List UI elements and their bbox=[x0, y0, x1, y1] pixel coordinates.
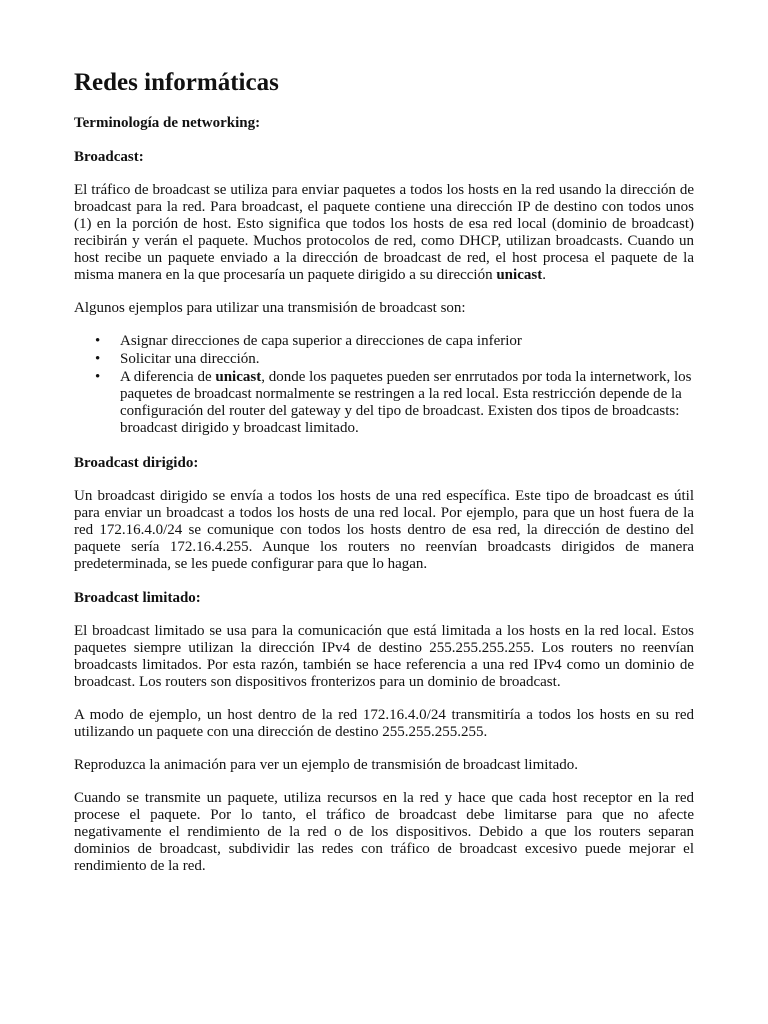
list-item bbox=[74, 351, 694, 368]
directed-broadcast-paragraph: Un broadcast dirigido se envía a todos los hosts de una red específica. Este tipo de broadcast es útil para enviar un broadcast a todos los hosts de una red local. Por ejemplo, para que un host fuera de la red 172.16.4.0/24 se comunique con todos los hosts dentro de esa red, la dirección de destino del paquete sería 172.16.4.255. Aunque los routers no reenvían broadcasts dirigidos de manera predeterminada, se les puede configurar para que lo hagan. bbox=[74, 488, 694, 572]
limited-broadcast-heading: Broadcast limitado: bbox=[74, 590, 201, 606]
list-item bbox=[74, 333, 694, 350]
limited-broadcast-paragraph-1: El broadcast limitado se usa para la comunicación que está limitada a los hosts en la red local. Estos paquetes siempre utilizan la dirección IPv4 de destino 255.255.255.255. Los routers no reenvían broadcasts limitados. Por esta razón, también se hace referencia a una red IPv4 como un dominio de broadcast. Los routers son dispositivos fronterizos para un dominio de broadcast. bbox=[74, 623, 694, 690]
bullet-icon: • bbox=[95, 351, 101, 367]
list-item-text-bold: unicast bbox=[215, 369, 262, 385]
directed-broadcast-heading: Broadcast dirigido: bbox=[74, 455, 199, 471]
limited-broadcast-paragraph-4: Cuando se transmite un paquete, utiliza recursos en la red y hace que cada host receptor en la red procese el paquete. Por lo tanto, el tráfico de broadcast debe limitarse para que no afecte negativamente el rendimiento de la red o de los dispositivos. Debido a que los routers separan dominios de broadcast, subdividir las redes con tráfico de broadcast excesivo puede mejorar el rendimiento de la red. bbox=[74, 790, 694, 874]
page-title: Redes informáticas bbox=[74, 69, 279, 96]
broadcast-paragraph-bold: unicast bbox=[496, 267, 543, 283]
terminology-heading: Terminología de networking: bbox=[74, 115, 261, 131]
examples-intro: Algunos ejemplos para utilizar una transmisión de broadcast son: bbox=[74, 300, 466, 316]
broadcast-paragraph-text: El tráfico de broadcast se utiliza para enviar paquetes a todos los hosts en la red usando la dirección de broadcast para la red. Para broadcast, el paquete contiene una dirección IP de destino con todos unos (1) en la porción de host. Esto significa que todos los hosts de esa red local (dominio de broadcast) recibirán y verán el paquete. Muchos protocolos de red, como DHCP, utilizan broadcasts. Cuando un host recibe un paquete enviado a la dirección de broadcast de red, el host procesa el paquete de la misma manera en la que procesaría un paquete dirigido a su dirección bbox=[74, 182, 694, 283]
list-item-text: Asignar direcciones de capa superior a direcciones de capa inferior bbox=[120, 333, 522, 349]
broadcast-paragraph bbox=[74, 182, 694, 284]
broadcast-paragraph-end: . bbox=[542, 267, 546, 283]
limited-broadcast-paragraph-3: Reproduzca la animación para ver un ejemplo de transmisión de broadcast limitado. bbox=[74, 757, 578, 773]
limited-broadcast-paragraph-2: A modo de ejemplo, un host dentro de la red 172.16.4.0/24 transmitiría a todos los hosts en su red utilizando un paquete con una dirección de destino 255.255.255.255. bbox=[74, 707, 694, 740]
list-item-text-pre: A diferencia de bbox=[120, 369, 216, 385]
list-item-text-post: , donde los paquetes pueden ser enrrutados por toda la internetwork, los paquetes de broadcast normalmente se restringen a la red local. Esta restricción depende de la configuración del router del gateway y del tipo de broadcast. Existen dos tipos de broadcasts: broadcast dirigido y broadcast limitado. bbox=[120, 369, 692, 436]
examples-list bbox=[74, 333, 694, 437]
list-item-text: Solicitar una dirección. bbox=[120, 351, 260, 367]
bullet-icon: • bbox=[95, 369, 101, 385]
broadcast-heading: Broadcast: bbox=[74, 149, 144, 165]
bullet-icon: • bbox=[95, 333, 101, 349]
document-page bbox=[74, 66, 694, 875]
list-item bbox=[74, 369, 694, 437]
